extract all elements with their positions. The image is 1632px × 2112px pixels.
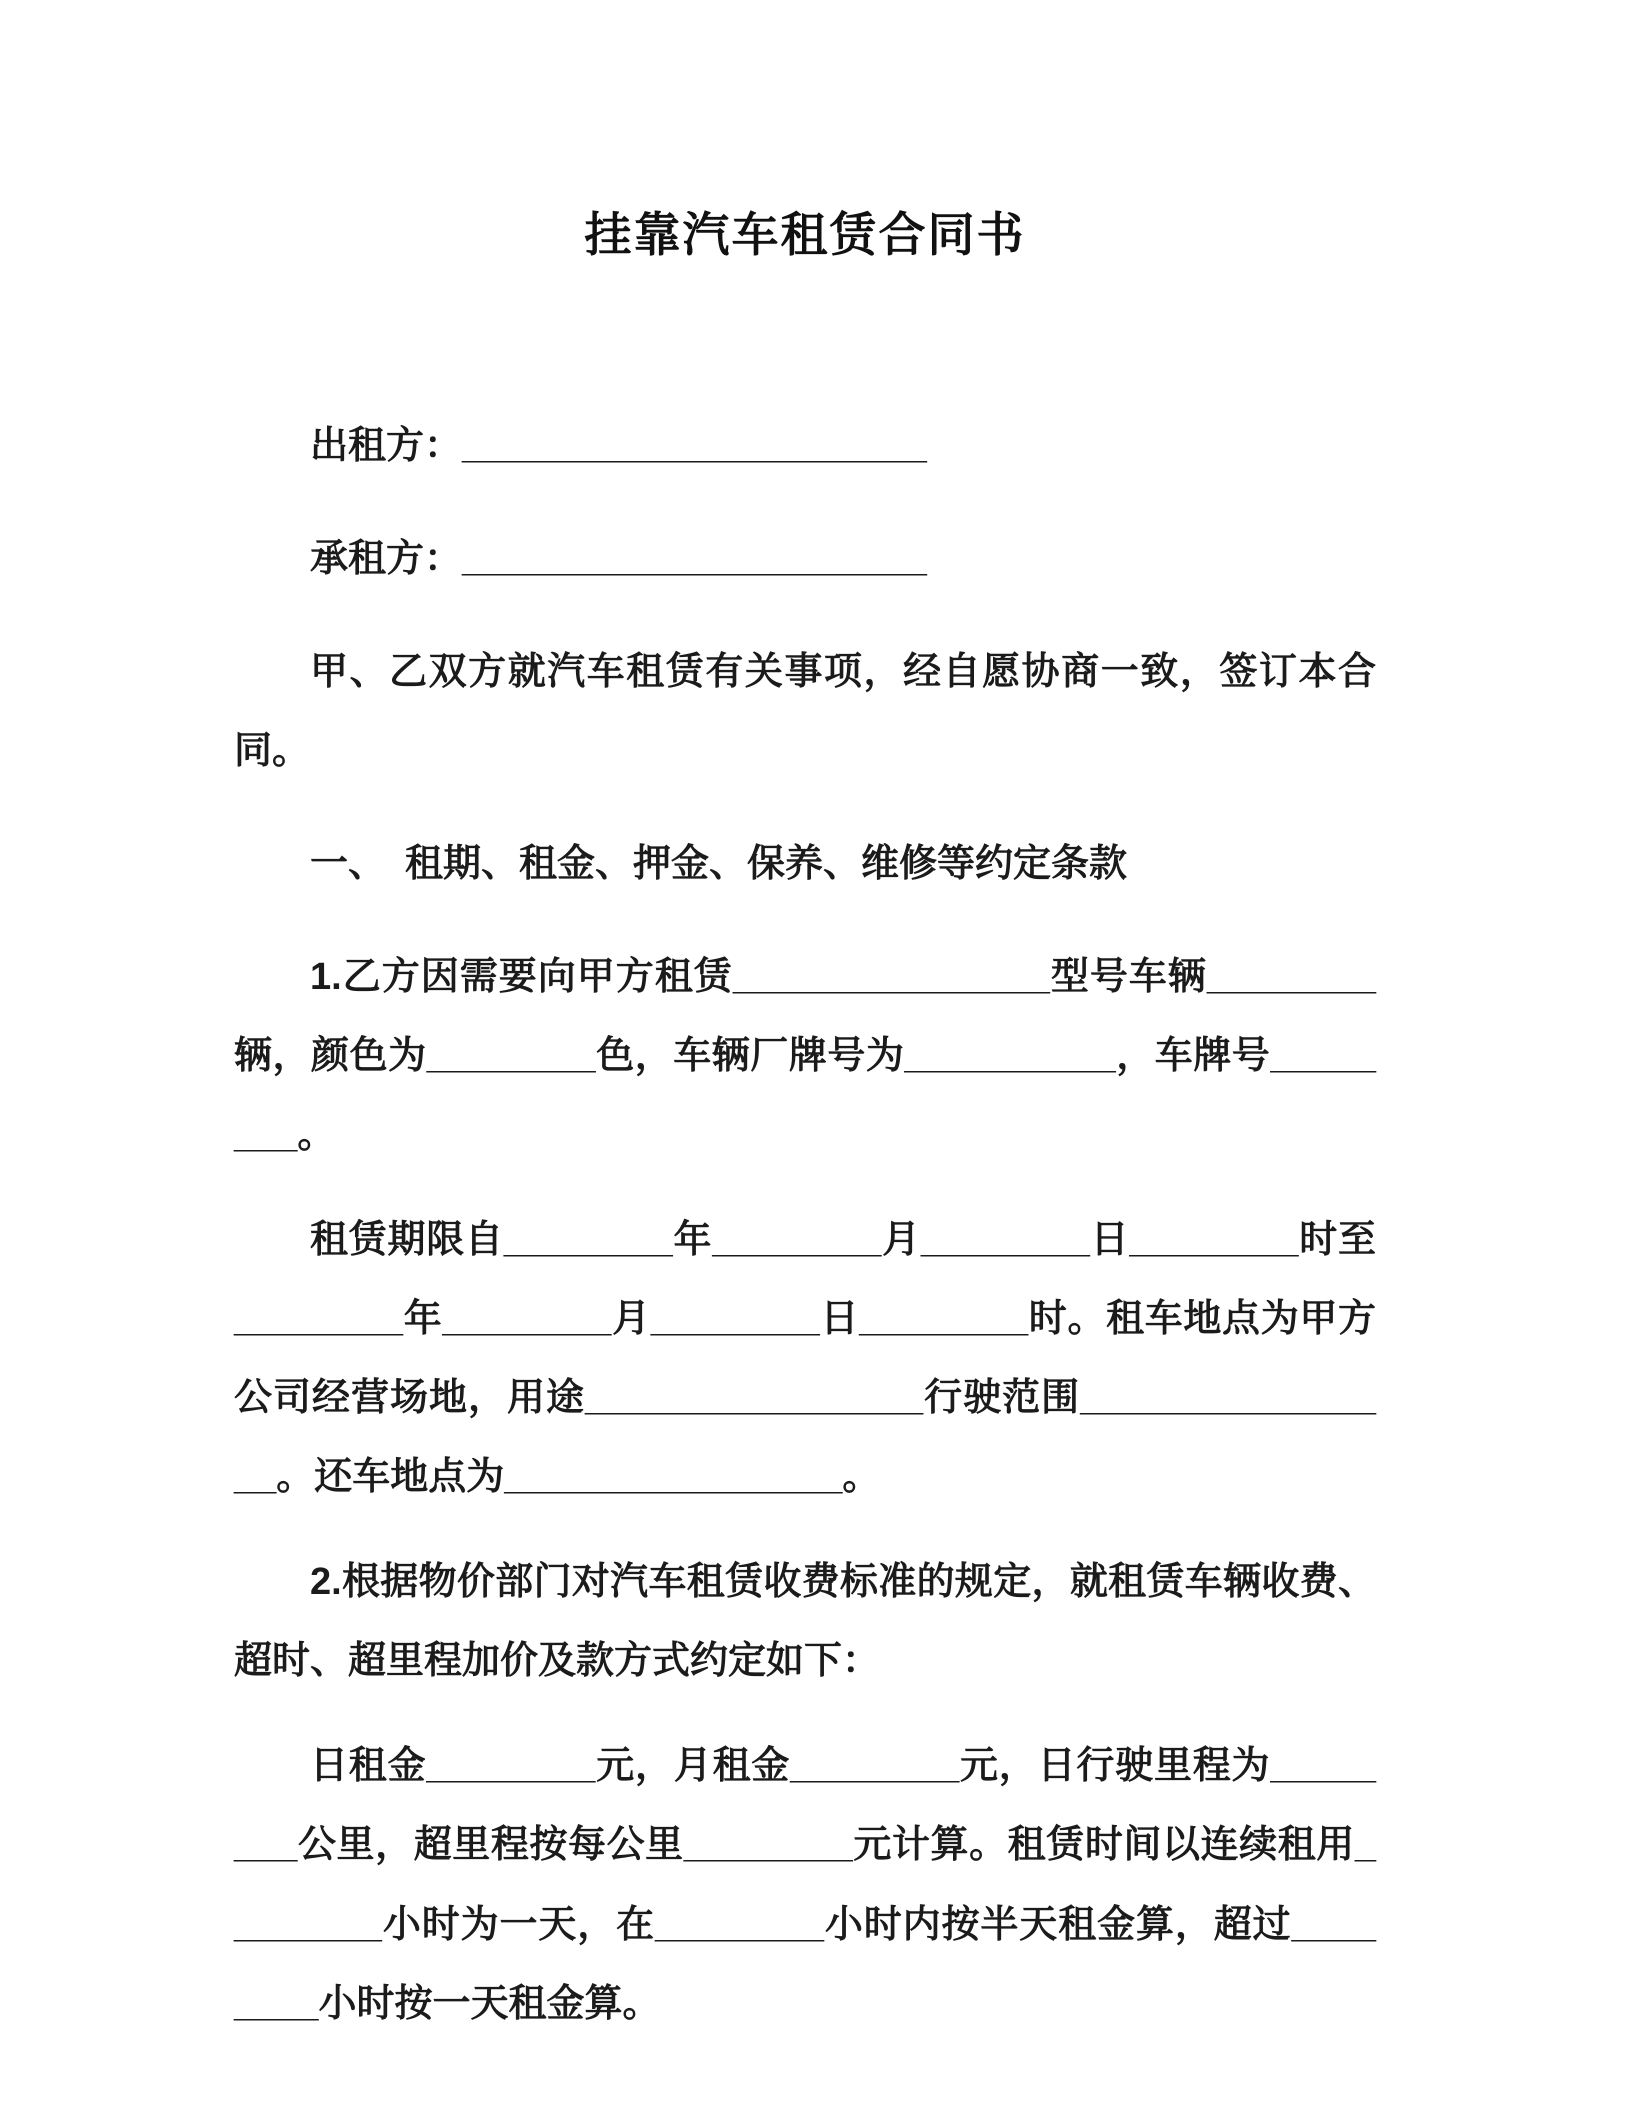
paragraph-lessor-blank: 出租方：______________________ bbox=[310, 425, 927, 467]
paragraph-lessee-blank: 承租方：______________________ bbox=[310, 538, 927, 581]
paragraph-clause-2-fees: 2.根据物价部门对汽车租赁收费标准的规定，就租赁车辆收费、超时、超里程加价及款方式约定如下： bbox=[234, 1561, 1376, 1683]
paragraph-rent-rates: 日租金________元，月租金________元，日行驶里程为________公里，超里程按每公里________元计算。租赁时间以连续租用________小时为一天，在________小时内按半天租金算，超过________小时按一天租金算。 bbox=[234, 1745, 1376, 2025]
paragraph-lease-period: 租赁期限自________年________月________日________时至________年________月________日________时。租车地点为甲方公司经营场地，用途________________行驶范围________________。还车地点为________________。 bbox=[234, 1219, 1376, 1499]
paragraph-preamble: 甲、乙双方就汽车租赁有关事项，经自愿协商一致，签订本合同。 bbox=[234, 651, 1376, 773]
paragraph-clause-1-vehicle: 1.乙方因需要向甲方租赁_______________型号车辆________辆，颜色为________色，车辆厂牌号为__________，车牌号________。 bbox=[234, 956, 1376, 1157]
section-heading-terms: 一、 租期、租金、押金、保养、维修等约定条款 bbox=[310, 843, 1128, 886]
document-title: 挂靠汽车租赁合同书 bbox=[584, 208, 1026, 261]
